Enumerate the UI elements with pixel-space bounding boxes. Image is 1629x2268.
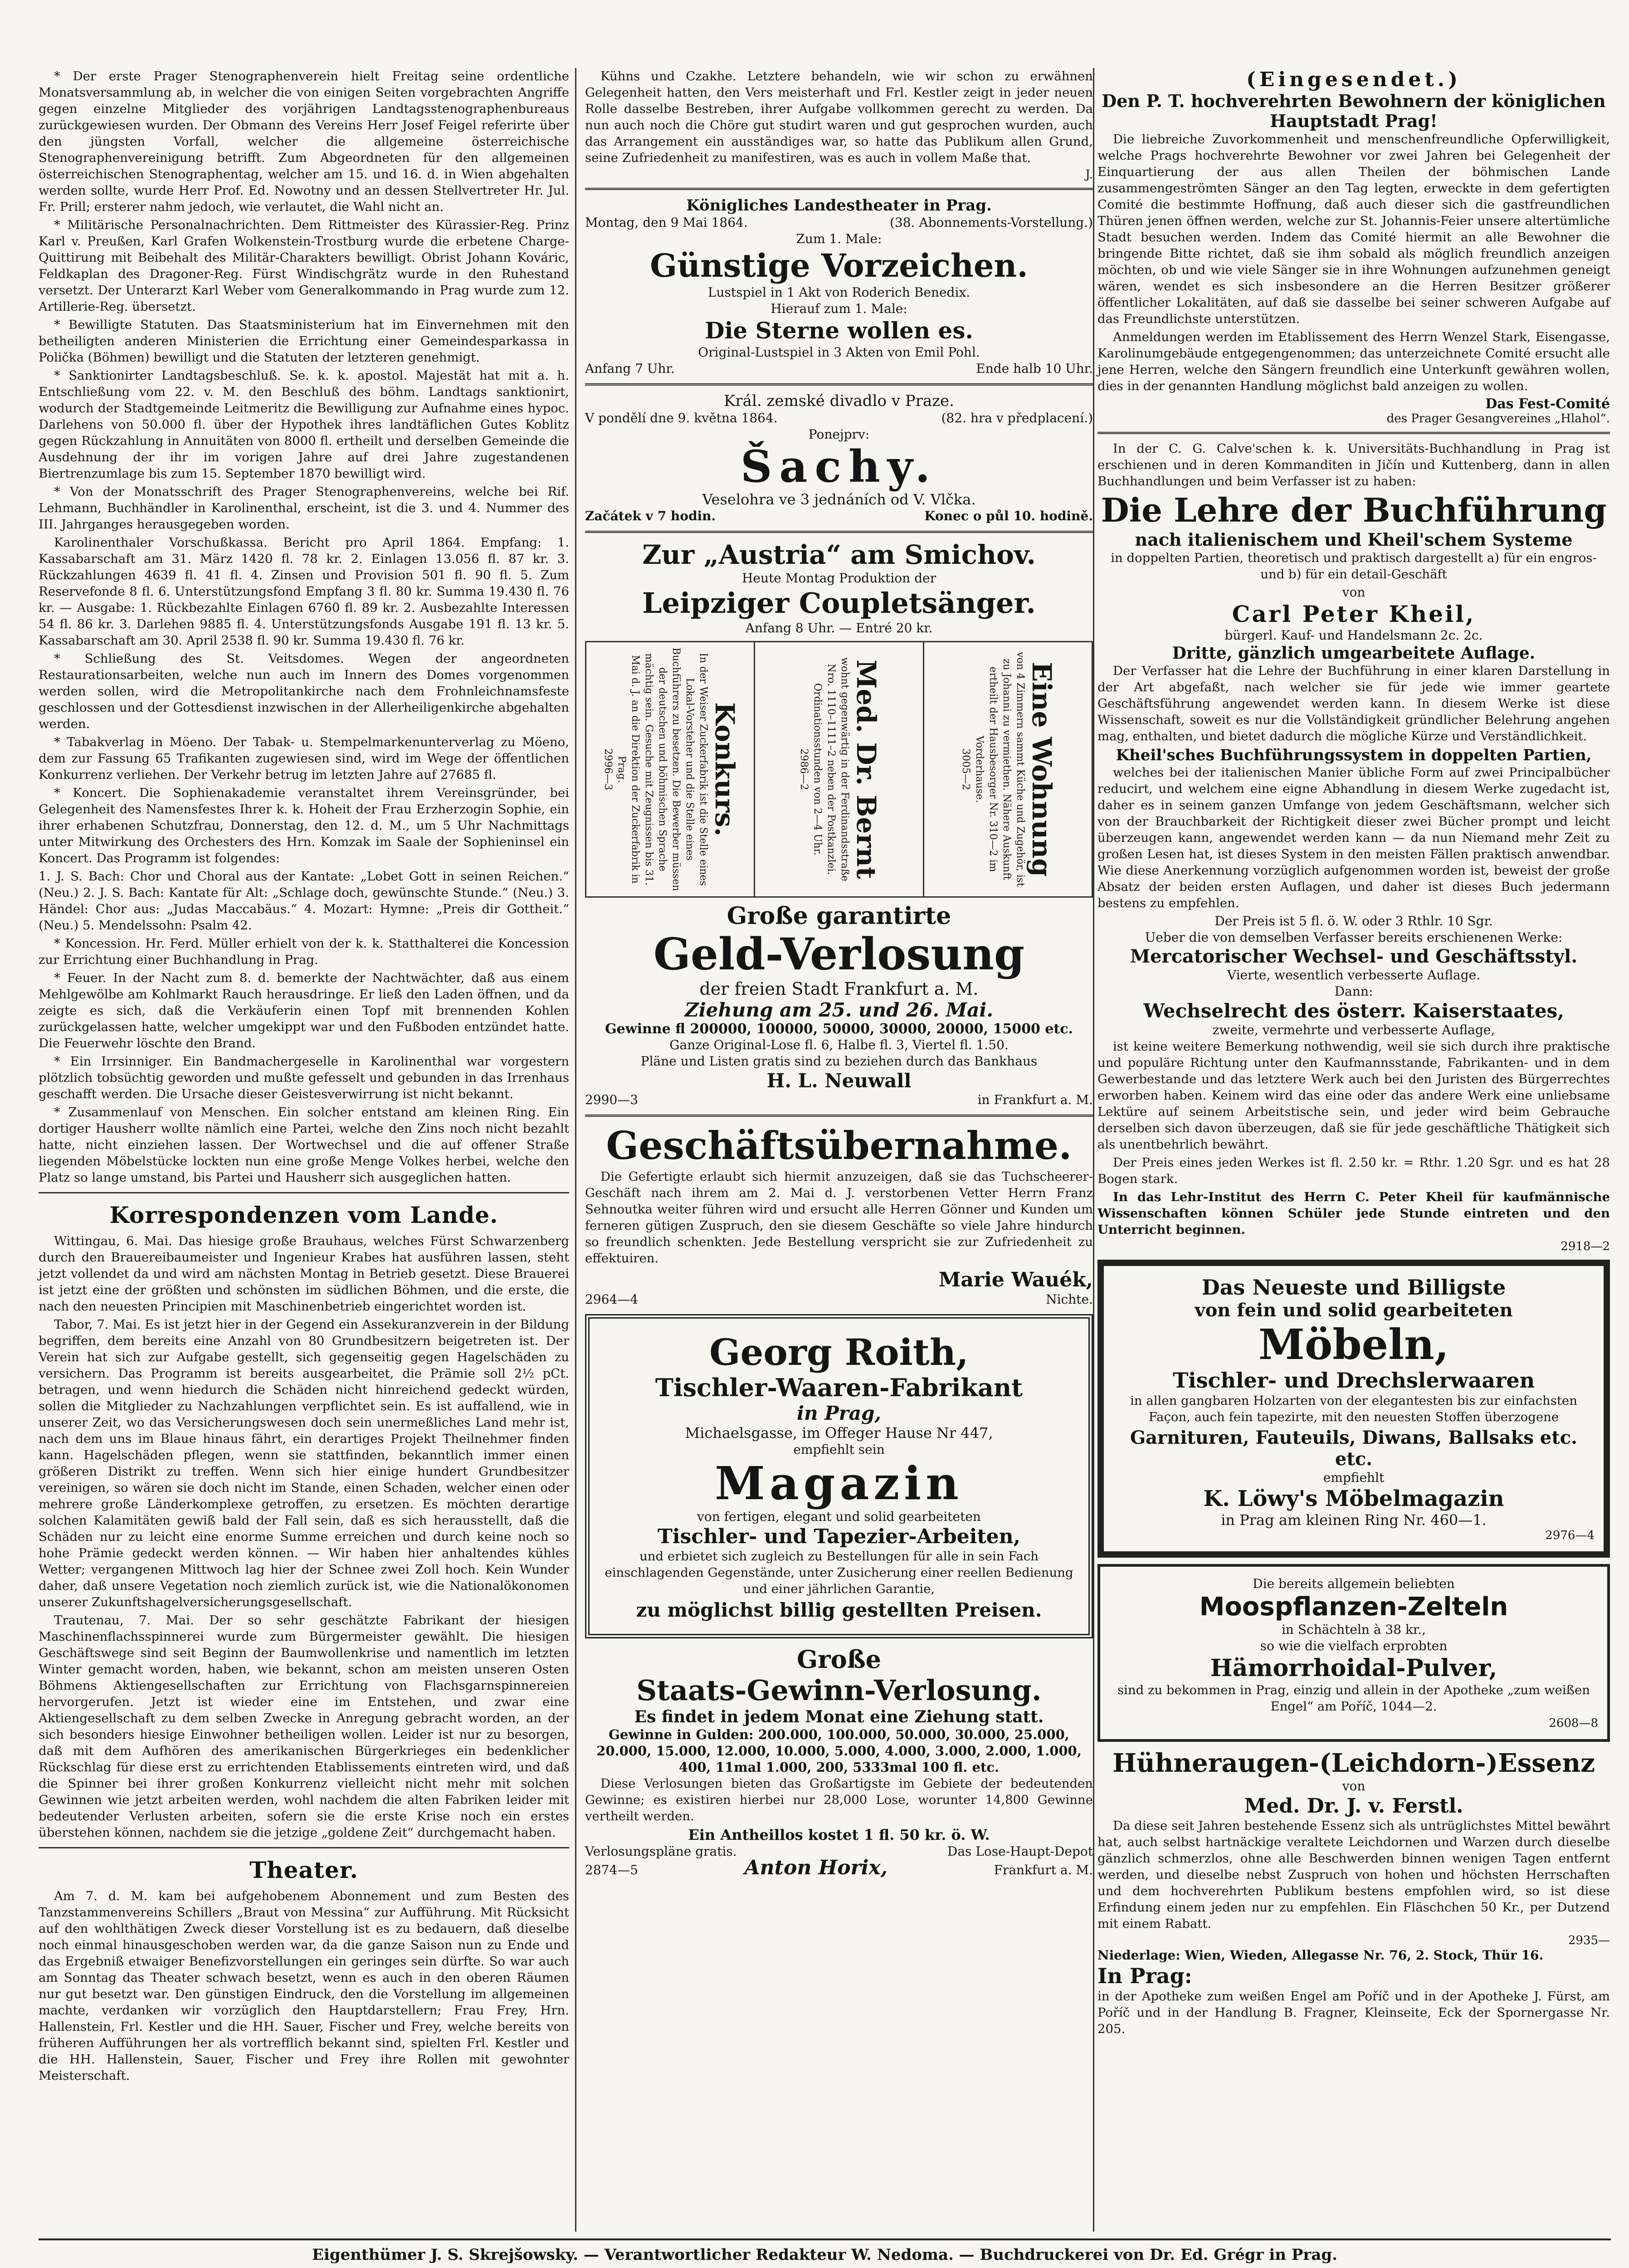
ad-text: Die liebreiche Zuvorkommenheit und menschenfreundliche Opferwilligkeit, welche Prags hochverehrte Bewohner vor zwei Jahren bei Gelegenheit der Einquartierung der aus allen Theilen der böhmischen Lande zusammengeströmten Sänger an den Tag legten, erweckte in dem gefertigten Comité die bestimmte Hoffnung, daß auch dieser sich die gastfreundlichen Thüren jenen öffnen werden, welche zur St. Johannis-Feier unsere altertümliche Stadt besuchen werden. Indem das Comité hiermit an alle Bewohner die bringende Bitte richtet, daß sie ihm sobald als möglich freundlich anzeigen möchten, ob und wie viele Sänger sie in ihre Wohnungen aufzunehmen geneigt wären, wendet es sich insbesondere an die Herren Besitzer größerer öffentlicher Lokalitäten, auf daß sie dasselbe bei seiner schweren Aufgabe auf das Freundlichste unterstützen. [1097,132,1610,326]
author-name: Carl Peter Kheil, [1232,601,1476,627]
news-item: * Feuer. In der Nacht zum 8. d. bemerkte der Nachtwächter, daß aus einem Mehlgewölbe am Kohlmarkt Rauch herausdringe. Er ließ den Laden öffnen, und da zeigte es sich, daß die Verkäuferin einen Topf mit brennenden Kohlen zurückgelassen hatte, welcher umgekippt war und den Fußboden entzündet hatte. Die Feuerwehr löschte den Brand. [39,971,569,1051]
ad-text: Die Gefertigte erlaubt sich hiermit anzuzeigen, daß sie das Tuchscheerer-Geschäft nach ihrem am 2. Mai d. J. verstorbenen Vetter Herrn Franz Sehnoutka weiter führen wird und ersucht alle Herren Gönner und Kunden um ferneren gütigen Zuspruch, den sie diesem Geschäfte so viele Jahre hindurch so freundlich schenkten. Jede Bestellung verspricht sie zur Zufriedenheit zu effektuiren. [585,1169,1093,1266]
ad-subtitle: Tischler-Waaren-Fabrikant [655,1373,1023,1402]
book-edition: Vierte, wesentlich verbesserte Auflage. [1227,968,1481,982]
play-subtitle: Original-Lustspiel in 3 Akten von Emil Pohl. [698,345,980,360]
news-item: * Der erste Prager Stenographenverein hielt Freitag seine ordentliche Monatsversammlung ab, in welcher die von einigen Seiten vorgebrachten Angriffe gegen einzelne Mitglieder des vorjährigen Landtagsstenographenbureaus zurückgewiesen wurden. Der Obmann des Vereins Herr Josef Feigel referirte über den jüngsten Vorfall, welcher die allgemeine österreichische Stenographenvereinigung betrifft. Zum Abgeordneten für den allgemeinen österreichischen Stenographentag, welcher am 15. und 16. d. in Wien abgehalten werden sollte, wurde Herr Prof. Ed. Nowotny und an dessen Stellvertreter Hr. Jul. Fr. Prill; ersterer nahm jedoch, wie verlautet, die Wahl nicht an. [39,69,569,214]
ad-title: Zur „Austria“ am Smichov. [642,539,1036,570]
ticket-prices: Ganze Original-Lose fl. 6, Halbe fl. 3, Viertel fl. 1.50. [669,1037,1009,1052]
ad-text: In der C. G. Calve'schen k. k. Universitäts-Buchhandlung in Prag ist erschienen und in deren Kommanditen in Jičín und Kuttenberg, dann in allen Buchhandlungen und beim Verfasser ist zu haben: [1097,441,1610,489]
premiere-label: Zum 1. Male: [796,231,882,246]
doctor-name: Med. Dr. J. v. Ferstl. [1244,1794,1463,1818]
ad-text: Pläne und Listen gratis sind zu beziehen durch das Bankhaus [640,1054,1038,1069]
ad-pretitle: Große garantirte [727,902,951,930]
section-heading-theater: Theater. [249,1857,358,1883]
ad-text: wohnt gegenwärtig in der Ferdinandsstraße Nro. 1110–1111–2 neben der Postkanzlei. Ordinationsstunden von 2—4 Uhr. [811,657,850,881]
book-ad-kheil [1097,440,1610,1253]
book-edition: Dritte, gänzlich umgearbeitete Auflage. [1172,644,1536,663]
imprint-footer: Eigenthümer J. S. Skrejšowsky. — Verantwortlicher Redakteur W. Nedoma. — Buchdruckerei von Dr. Ed. Grégr in Prag. [39,2239,1611,2264]
ad-subtitle: Es findet in jedem Monat eine Ziehung statt. [634,1707,1044,1726]
ad-pretitle: Das Neueste und Billigste [1201,1275,1506,1300]
austria-ad [585,539,1093,636]
end-time: Konec o půl 10. hodině. [924,508,1093,523]
ad-number: 2990—3 [585,1092,639,1107]
ad-pretitle: Große [797,1645,881,1674]
ticket-price: Ein Antheillos kostet 1 fl. 50 kr. ö. W. [688,1826,990,1843]
ad-headline: Den P. T. hochverehrten Bewohnern der königlichen Hauptstadt Prag! [1102,91,1606,131]
ad-number: 2918—2 [1561,1240,1610,1253]
ad-headline: Staats-Gewinn-Verlosung. [636,1674,1042,1707]
shop-location: in Prag am kleinen Ring Nr. 460—1. [1221,1511,1487,1529]
theater-name: Königliches Landestheater in Prag. [686,196,992,215]
news-item: * Schließung des St. Veitsdomes. Wegen der angeordneten Restaurationsarbeiten, welche nun auch im Innern des Domes vorgenommen werden sollen, wird die Metropolitankirche nach dem Frohnleichnamsfeste geschlossen und der Gottesdienst inzwischen in der Allerheiligenkirche abgehalten werden. [39,651,569,731]
ad-subtitle: Heute Montag Produktion der [742,571,936,586]
play-title: Die Sterne wollen es. [705,317,973,344]
news-item: * Sanktionirter Landtagsbeschluß. Se. k. k. apostol. Majestät hat mit a. h. Entschließung vom 22. v. M. den Beschluß des böhm. Landtags sanktionirt, wodurch der Stadtgemeinde Leitmeritz die Bewilligung zur Aufnahme eines hypoc. Darlehens von 50.000 fl. über der Hypothek ihres landtäflichen Gutes Koblitz gegen Rückzahlung in Annuitäten von 8000 fl. ertheilt und derselben Gemeinde die Ausdehnung der ihr im vorigen Jahre auf drei Jahre zugestandenen Biertrenzumlage bis zum 15. September 1870 bewilligt wird. [39,368,569,481]
start-time: Začátek v 7 hodin. [585,508,716,523]
ad-headline: Konkurs. [709,702,740,836]
performance-date: Montag, den 9 Mai 1864. [585,215,748,230]
ad-headline: Hühneraugen-(Leichdorn-)Essenz [1112,1748,1595,1778]
ad-signature: Marie Wauék, [938,1268,1093,1291]
depot-prague: in der Apotheke zum weißen Engel am Poříč und in der Apotheke J. Fürst, am Poříč und in der Handlung B. Fragner, Kleinseite, Eck der Spornergasse Nr. 205. [1097,1989,1610,2036]
ad-text: Anmeldungen werden im Etablissement des Herrn Wenzel Stark, Eisengasse, Karolinumgebäude entgegengenommen; das unterzeichnete Comité ersucht alle jene Herren, welche den Sängern freundlich eine Unterkunft gewähren wollen, dies in der genannten Handlung möglichst bald anzeigen zu wollen. [1097,330,1610,393]
depot-name: Anton Horix, [744,1856,888,1879]
divider [39,1192,569,1193]
theater-review-continued: Kühns und Czakhe. Letztere behandeln, wie wir schon zu erwähnen Gelegenheit hatten, den Vers meisterhaft und Frl. Kestler zeigt in jeder neuen Rolle dasselbe Bestreben, ihrer Aufgabe vollkommen gerecht zu werden. Da nun auch noch die Chöre gut studirt waren und gut gesprochen wurden, auch das Arrangement ein ausständiges war, so hatte das Publikum allen Grund, seine Zufriedenheit zu manifestiren, was es auch in vollem Maße that. [585,69,1093,165]
column-rule [1093,68,1094,2232]
book-price: Der Preis eines jeden Werkes ist fl. 2.50 kr. = Rthr. 1.20 Sgr. und es hat 28 Bogen stark. [1097,1155,1610,1186]
ad-headline: Geschäftsübernahme. [606,1123,1072,1168]
prize-list: Gewinne in Gulden: 200.000, 100.000, 50.000, 30.000, 25.000, 20.000, 15.000, 12.000, 10.000, 5.000, 4.000, 3.000, 2.000, 1.000, 400, 11mal 1.000, 200, 5333mal 100 fl. etc. [596,1727,1082,1775]
product-price: in Schächteln à 38 kr., [1281,1622,1426,1637]
ad-subtitle: Tischler- und Drechslerwaaren [1172,1368,1535,1393]
rotated-ads-block [585,641,1093,898]
ad-text: Das Lose-Haupt-Depot [947,1844,1093,1859]
correspondence-item: Trautenau, 7. Mai. Der so sehr geschätzte Fabrikant der hiesigen Maschinenflachsspinnerei wurde zum Bürgermeister gewählt. Die hiesigen Geschäftswege sind seit Beginn der Baumwollenkrise und namentlich im letzten Winter gemacht worden, haben, wie bekannt, schon am meisten unseren Osten Böhmens Aktiengesellschaften zur Errichtung von Flachsgarnspinnereien hervorgerufen. Jetzt ist wieder eine im Entstehen, und zwar eine Aktiengesellschaft zu dem selben Zwecke in Anregung gebracht worden, an der sich besonders hiesige Einwohner betheiligen wollen. Leider ist nur zu besorgen, daß mit dem Aufhören des amerikanischen Bürgerkrieges ein bedenklicher Rückschlag für diese erst zu errichtenden Etablissements eintreten wird, und daß die Spinner bei ihrer großen Konkurrenz vielleicht nicht mehr mit solchen Gewinnen wie jetzt arbeiten werden, wohl nachdem die alten Fabriken leider mit bedeutender Verlusten arbeiten, sofern sie die erste Krise noch ein erstes überstehen können, nachdem sie die jetzige „goldene Zeit“ durchgemacht haben. [39,1613,569,1840]
ad-number: 2976—4 [1545,1529,1595,1542]
depot-prague-label: In Prag: [1097,1964,1192,1988]
ad-text: welches bei der italienischen Manier übliche Form auf zwei Principalbücher reducirt, und welchem eine eigne Abhandlung in diesem Werke zugedacht ist, daher es in seinem ganzen Umfange von jedem Geschäftsmann, welcher sich von der Brauchbarkeit der Richtigkeit dieser zwei Bücher prompt und leicht überzeugen kann, angewendet werden kann — da nun Niemand mehr Zeit zu großen Lesen hat, ist dieses System in den meisten Fällen praktisch anwendbar. Wie diese Anerkennung vorzüglich aufgenommen worden ist, beweist der große Absatz der beiden ersten Auflagen, und daher ist dieses Buch jedermann bestens zu empfehlen. [1097,765,1610,910]
ad-text: empfiehlt sein [793,1442,885,1457]
ad-details: Anfang 8 Uhr. — Entré 20 kr. [745,621,933,635]
subscription-number: (82. hra v předplacení.) [941,411,1093,425]
ad-headline: Moospflanzen-Zelteln [1199,1592,1508,1622]
author-role: bürgerl. Kauf- und Handelsmann 2c. 2c. [1224,628,1483,643]
news-item: * Tabakverlag in Möeno. Der Tabak- u. Stempelmarkenunterverlag zu Möeno, dem zur Fassung 65 Trafikanten zugewiesen sind, wird im Wege der öffentlichen Konkurrenz verliehen. Der Verkehr betrug im letzten Jahre auf 27685 fl. [39,735,569,782]
drawing-dates: Ziehung am 25. und 26. Mai. [685,999,993,1021]
correspondence-item: Wittingau, 6. Mai. Das hiesige große Brauhaus, welches Fürst Schwarzenberg durch den Brauereibaumeister und Ingenieur Krabes hat ausführen lassen, steht jetzt vollendet da und wird am nächsten Montag in Betrieb gesetzt. Diese Brauerei ist jetzt eine der größten und schönsten im südlichen Böhmen, und die erste, die nach den neuesten Principien mit Maschinenbetrieb eingerichtet worden ist. [39,1234,569,1314]
ad-headline: Hämorrhoidal-Pulver, [1210,1654,1497,1682]
news-item: * Koncert. Die Sophienakademie veranstaltet ihrem Vereinsgründer, bei Gelegenheit des Namensfestes Ihrer k. k. Hoheit der Frau Erzherzogin Sophie, ein ihrer erhabenen Schutzfrau, Donnerstag, den 12. d. M., um 5 Uhr Nachmittags unter Mitwirkung des Orchesters des Hrn. Komzak im Saale der Sophieninsel ein Koncert. Das Programm ist folgendes: [39,786,569,865]
prize-list: Gewinne fl 200000, 100000, 50000, 30000, 20000, 15000 etc. [605,1021,1073,1037]
divider [585,1114,1093,1117]
ad-price-note: zu möglichst billig gestellten Preisen. [636,1599,1042,1621]
play-title: Šachy. [741,441,937,492]
news-item: * Militärische Personalnachrichten. Dem Rittmeister des Kürassier-Reg. Prinz Karl v. Preußen, Karl Grafen Wolkenstein-Trostburg wurde die erbetene Charge-Quittirung mit Beibehalt des Militär-Charakters bewilligt. Obrist Johann Kováric, Feldkaplan des Dragoner-Reg. Fürst Windischgrätz wurde in den Ruhestand versetzt. Der Unterarzt Karl Weber vom Generalkommando in Prag wurde zum 12. Artillerie-Reg. übersetzt. [39,218,569,314]
roith-furniture-ad [585,1314,1093,1638]
ad-number: 2996—3 [602,748,614,790]
bank-location: in Frankfurt a. M. [977,1092,1093,1107]
performance-date: V pondělí dne 9. května 1864. [585,411,778,425]
ad-text: Da diese seit Jahren bestehende Essenz sich als untrüglichstes Mittel bewährt hat, auch selbst hartnäckige veraltete Leichdornen und Warzen durch dieselbe gänzlich schmerzlos, ohne alle Beschwerden binnen wenigen Tagen entfernt werden, und dieselbe nebst Zuspruch von hohen und höchsten Herrschaften und dem hochverehrten Publikum bestens empfohlen wird, so ist diese Erfindung einem jeden nur zu empfehlen. Ein Fläschchen 50 Kr., per Dutzend mit einem Rabatt. [1097,1818,1610,1931]
book-price: Der Preis ist 5 fl. ö. W. oder 3 Rthlr. 10 Sgr. [1214,914,1493,929]
shop-name: K. Löwy's Möbelmagazin [1203,1486,1504,1511]
ad-number: 2935— [1568,1934,1610,1947]
ad-headline: Med. Dr. Bernt [850,660,882,879]
corn-essence-ad [1097,1748,1610,2037]
furniture-ad-loewy [1097,1260,1610,1558]
ad-subtitle: der freien Stadt Frankfurt a. M. [699,979,979,999]
theater-name: Král. zemské divadlo v Praze. [724,392,954,410]
rotated-ad [924,642,1092,896]
business-takeover-ad [585,1123,1093,1308]
rotated-ad [755,642,924,896]
moss-lozenge-ad [1097,1564,1610,1742]
news-item: * Ein Irrsinniger. Ein Bandmachergeselle in Karolinenthal war vorgestern plötzlich tobsüchtig geworden und mußte gefesselt und gebunden in das Irrenhaus geschafft werden. Die Ursache dieser Geistesverwirrung ist nicht bekannt. [39,1054,569,1101]
state-lottery-ad [585,1645,1093,1878]
play-subtitle: Veselohra ve 3 jednáních od V. Vlčka. [702,491,976,508]
book-edition: zweite, vermehrte und verbesserte Auflage, [1212,1022,1495,1037]
news-item: * Zusammenlauf von Menschen. Ein solcher entstand am kleinen Ring. Ein dortiger Hausherr wollte nämlich eine Partei, welche den Zins noch nicht bezahlt hatte, nicht einziehen lassen. Der Wortwechsel und die auf offener Straße liegenden Möbelstücke lockten nun eine große Menge Volkes herbei, welche den Platz so lange umstand, bis Partei und Hausherr sich ausgeglichen hatten. [39,1105,569,1185]
ad-text: in doppelten Partien, theoretisch und praktisch dargestellt a) für ein engros- und b) für ein detail-Geschäft [1111,551,1597,582]
column-local-news [39,68,569,2086]
depot-city: Frankfurt a. M. [994,1862,1093,1877]
news-item: * Bewilligte Statuten. Das Staatsministerium hat im Einvernehmen mit den betheiligten anderen Ministerien die Errichtung einer Gemeindesparkassa in Polička (Böhmen) bewilligt und die Statuten der letzteren genehmigt. [39,318,569,365]
ad-headline: Geld-Verlosung [653,929,1025,980]
ad-items: Tischler- und Tapezier-Arbeiten, [658,1525,1020,1548]
author-prefix: von [1342,585,1366,600]
ad-address: Michaelsgasse, im Offeger Hause Nr 447, [685,1424,993,1442]
ad-text: Ueber die von demselben Verfasser bereits erschienenen Werke: [1145,930,1563,945]
book-title: Wechselrecht des österr. Kaiserstaates, [1143,1000,1564,1022]
ad-number: 3005—2 [960,748,972,790]
theater-review: Am 7. d. M. kam bei aufgehobenem Abonnement und zum Besten des Tanzstammenvereins Schillers „Braut von Messina“ zur Aufführung. Mit Rücksicht auf den wohlthätigen Zweck dieser Vorstellung ist es zu bedauern, daß dieselbe noch einmal hinausgeschoben werden war, da die ganze Saison nun zu Ende und das Ergebniß etwaiger Benefizvorstellungen ein geringes sein dürfte. So war auch am Sonntag das Theater schwach besetzt, wenn es auch in den oberen Räumen nur gut besetzt war. Den günstigen Eindruck, den die Vorstellung im allgemeinen machte, verdanken wir vorzüglich den Hauptdarstellern; Frau Frey, Hrn. Hallenstein, Frl. Kestler und die HH. Sauer, Fischer und Frey, welche bereits von früheren Aufführungen her als vortrefflich bekannt sind, spielten Frl. Kestler und die HH. Hallenstein, Sauer, Fischer und Frey ihre Rollen mit gewohnter Meisterschaft. [39,1889,569,2083]
ad-text: von 4 Zimmern sammt Küche und Zugehör, ist zu Johanni zu vermiethen. Nähere Auskunft ertheilt der Hausbesorger Nr. 310—2 im Vorderhause. [974,652,1026,887]
news-item: * Von der Monatsschrift des Prager Stenographenvereins, welche bei Rif. Lehmann, Buchhändler in Karolinenthal, erscheint, ist die 3. und 4. Nummer des III. Jahrganges herausgegeben worden. [39,484,569,532]
ad-text: sind zu bekommen in Prag, einzig und allein in der Apotheke „zum weißen Engel“ am Poříč, 1044—2. [1117,1683,1590,1714]
news-item: * Koncession. Hr. Ferd. Müller erhielt von der k. k. Statthalterei die Koncession zur Errichtung einer Buchhandlung in Prag. [39,936,569,967]
divider [39,1847,569,1848]
ad-headline: Leipziger Coupletsänger. [642,587,1036,620]
ad-text: von fertigen, elegant und solid gearbeiteten [697,1509,981,1524]
ad-number: 2874—5 [585,1862,639,1877]
ad-text: ist keine weitere Bemerkung nothwendig, weil sie sich durch ihre praktische und populäre Richtung unter den Kaufmannsstande, Fabrikanten- und in dem Gewerbestande und das letztere Werk auch bei den Juristen des Bürgerrechtes erworben haben. Keinem wird das eine oder das andere Werk eine unliebsame Lektüre auf seinem Arbeitstische sein, und jeder wird beim Gebrauche derselben sich davon überzeugen, daß sie für jede geschäftliche Thätigkeit sich als unentbehrlich bewährt. [1097,1039,1610,1152]
divider [585,383,1093,386]
concert-program: 1. J. S. Bach: Chor und Choral aus der Kantate: „Lobet Gott in seinen Reichen.“ (Neu.) 2. J. S. Bach: Kantate für Alt: „Schlage doch, gewünschte Stunde.“ (Neu.) 3. Händel: Chor aus: „Judas Maccabäus.“ 4. Mozart: Hymne: „Preis dir Gottheit.“ (Neu.) 5. Mendelssohn: Psalm 42. [39,869,569,933]
divider [585,531,1093,533]
ad-text: In der Weiser Zuckerfabrik ist die Stelle eines Lokal-Vorsteher und die Stelle eines Buchführers zu besetzen. Die Bewerber müssen der deutschen und böhmischen Sprache mächtig sein. Gesuche mit Zeugnissen bis 31. Mai d. J. an die Direktion der Zuckerfabrik in Prag. [615,647,709,891]
ad-items: Garnituren, Fauteuils, Diwans, Ballsaks etc. etc. [1130,1427,1578,1470]
ad-number: 2986—2 [798,748,810,790]
news-item: Karolinenthaler Vorschußkassa. Bericht pro April 1864. Empfang: 1. Kassabarschaft am 31. März 1420 fl. 78 kr. 2. Einlagen 13.056 fl. 87 kr. 3. Rückzahlungen 4639 fl. 41 fl. 4. Zinsen und Provision 501 fl. 90 fl. 5. Zum Reservefonde 8 fl. 6. Unterstützungsfond Empfang 3 fl. 80 kr. Summa 19.430 fl. 76 kr. — Ausgabe: 1. Rückbezahlte Einlagen 6760 fl. 89 kr. 2. Ausbezahlte Interessen 54 fl. 86 kr. 3. Darlehen 9885 fl. 4. Unterstützungsfonds Ausgabe 191 fl. 13 kr. 5. Kassabarschaft am 30. April 2538 fl. 90 kr. Summa 19.430 fl. 76 kr. [39,535,569,648]
ad-headline: Magazin [715,1457,963,1510]
premiere-label: Hierauf zum 1. Male: [771,301,907,316]
book-title: Mercatorischer Wechsel- und Geschäftsstyl. [1130,946,1578,967]
play-subtitle: Lustspiel in 1 Akt von Roderich Benedix. [707,285,971,300]
ad-headline: Möbeln, [1258,1320,1449,1369]
rotated-ad [586,642,755,896]
start-time: Anfang 7 Uhr. [585,361,675,376]
play-title: Günstige Vorzeichen. [650,247,1028,284]
premiere-label: Ponejprv: [808,427,870,442]
book-subtitle: nach italienischem und Kheil'schem Systeme [1135,529,1573,550]
ad-text: in allen gangbaren Holzarten von der elegantesten bis zur einfachsten Façon, auch fein tapezirte, mit den neuesten Stoffen überzogene [1130,1393,1577,1424]
ad-text: und erbietet sich zugleich zu Bestellungen für alle in sein Fach einschlagenden Gegenstände, unter Zusicherung einer reellen Bedienung und einer jährlichen Garantie, [605,1549,1073,1596]
subscription-number: (38. Abonnements-Vorstellung.) [890,215,1093,230]
ad-text: Dann: [1334,984,1373,999]
ad-pretitle: Die bereits allgemein beliebten [1253,1576,1455,1591]
column-ads-center [585,68,1093,1878]
ad-text: Diese Verlosungen bieten das Großartigste im Gebiete der bedeutenden Gewinne; es existiren hierbei nur 28,000 Lose, worunter 14,800 Gewinne vertheilt werden. [585,1776,1093,1823]
theater-announcement-czech [585,392,1093,524]
ad-text: so wie die vielfach erprobten [1260,1638,1448,1653]
author-prefix: von [1342,1779,1366,1794]
book-subtitle: Kheil'sches Buchführungssystem in doppelten Partien, [1116,746,1592,764]
depot-vienna: Niederlage: Wien, Wieden, Allegasse Nr. 76, 2. Stock, Thür 16. [1097,1948,1544,1963]
ad-number: 2608—8 [1549,1716,1598,1730]
ad-headline: Eine Wohnung [1026,662,1058,877]
divider [1097,432,1610,434]
lottery-ad-frankfurt [585,902,1093,1108]
column-rule [575,68,576,2232]
column-ads-right [1097,68,1610,2039]
bank-name: H. L. Neuwall [766,1070,912,1092]
theater-announcement-german [585,196,1093,377]
book-title: Die Lehre der Buchführung [1101,491,1607,529]
ad-text: Verlosungspläne gratis. [585,1844,737,1859]
ad-city: in Prag, [796,1402,882,1424]
ad-text: Der Verfasser hat die Lehre der Buchführung in einer klaren Darstellung in der Art abgefaßt, nach welcher sie für jede wie immer geartete Geschäftsführung angewendet werden kann. In diesem Werke ist diese Wissenschaft, soweit es nur die Vollständigkeit gründlicher Belehrung angehen mag, enthalten, und bietet dadurch die mögliche Kürze und Verständlichkeit. [1097,664,1610,743]
divider [585,188,1093,190]
ad-signature-note: Nichte. [1046,1292,1093,1307]
correspondence-item: Tabor, 7. Mai. Es ist jetzt hier in der Gegend ein Assekuranzverein in der Bildung begriffen, dem bereits eine Anzahl von 80 Grundbesitzern beigetreten ist. Der Verein hat sich zur Aufgabe gestellt, sich gegenseitig gegen Hagelschäden zu versichern. Das Programm ist bereits ausgearbeitet, die Prämie soll 2½ pCt. betragen, und wenn hiedurch die Schäden nicht hinreichend gedeckt würden, sollen die Mitglieder zu Nachzahlungen verpflichtet sein. Es ist auffallend, wie in unserer Zeit, wo das Versicherungswesen doch sein unermeßliches Land mehr ist, nach dem uns im Blaue hinaus fährt, ein derartiges Projekt Theilnehmer finden kann. Hagelschäden pflegen, wenn sie stattfinden, bekanntlich immer einen größeren Distrikt zu treffen. Wenn sich hier einige hundert Grundbesitzer vereinigen, so wären sie doch nicht im Stande, einen Schaden, welcher einen oder mehrere große Länderkomplexe getroffen, zu ersetzen. Es möchten derartige solchen Kalamitäten gewiß bald der Fall sein, daß es sich herausstellt, daß die Schäden nur zu leicht eine enorme Summe erreichen und durch keine noch so hohe Prämie gedeckt werden können. — Wir haben hier anhaltendes kühles Wetter; vergangenen Mittwoch lag hier der Schnee zwei Zoll hoch. Kein Wunder daher, daß unsere Vegetation noch ziemlich zurück ist, wie die Nationalökonomen unserer Zukunftshagelversicherungsgesellschaft. [39,1317,569,1609]
section-heading-correspondence: Korrespondenzen vom Lande. [109,1202,498,1228]
institute-note: In das Lehr-Institut des Herrn C. Peter Kheil für kaufmännische Wissenschaften können Schüler jede Stunde eintreten und den Unterricht beginnen. [1097,1190,1610,1237]
ad-text: empfiehlt [1323,1470,1385,1485]
ad-signature: Das Fest-Comité [1485,396,1610,412]
ad-number: 2964—4 [585,1292,639,1307]
ad-signature-note: des Prager Gesangvereines „Hlahol“. [1386,412,1610,425]
ad-headline: Georg Roith, [709,1331,969,1374]
review-signature: J. [1085,168,1093,181]
ad-pretitle: (Eingesendet.) [1246,68,1461,91]
ad-pretitle: von fein und solid gearbeiteten [1195,1300,1513,1321]
end-time: Ende halb 10 Uhr. [976,361,1093,376]
